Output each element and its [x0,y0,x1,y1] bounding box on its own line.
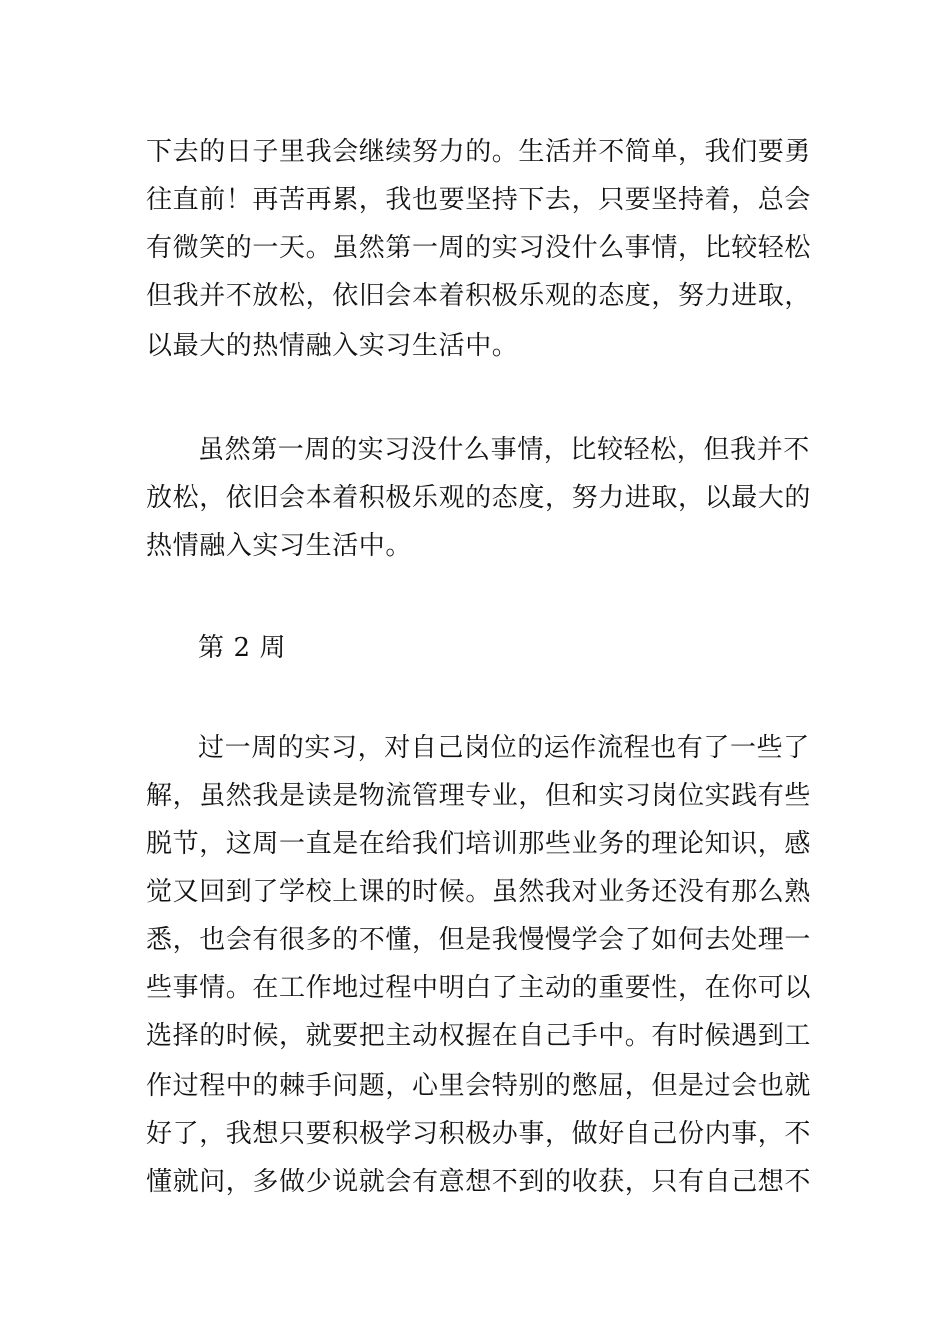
section-heading: 第 2 周 [198,633,287,663]
paragraph-3-line-4: 觉又回到了学校上课的时候。虽然我对业务还没有那么熟 [146,877,812,907]
paragraph-3-line-7: 选择的时候，就要把主动权握在自己手中。有时候遇到工 [146,1021,812,1051]
paragraph-3-line-6: 些事情。在工作地过程中明白了主动的重要性，在你可以 [146,973,812,1003]
paragraph-1-line-2: 往直前！再苦再累，我也要坚持下去，只要坚持着，总会 [146,185,812,215]
paragraph-3-line-2: 解，虽然我是读是物流管理专业，但和实习岗位实践有些 [146,781,812,811]
paragraph-3-line-10: 懂就问，多做少说就会有意想不到的收获，只有自己想不 [146,1167,812,1197]
paragraph-2-line-1: 虽然第一周的实习没什么事情，比较轻松，但我并不 [198,435,810,465]
paragraph-3-line-1: 过一周的实习，对自己岗位的运作流程也有了一些了 [198,733,810,763]
paragraph-1-line-4: 但我并不放松，依旧会本着积极乐观的态度，努力进取， [146,281,812,311]
paragraph-2-line-3: 热情融入实习生活中。 [146,531,413,561]
paragraph-3-line-5: 悉，也会有很多的不懂，但是我慢慢学会了如何去处理一 [146,925,812,955]
paragraph-1-line-3: 有微笑的一天。虽然第一周的实习没什么事情，比较轻松 [146,233,812,263]
paragraph-3-line-9: 好了，我想只要积极学习积极办事，做好自己份内事，不 [146,1119,812,1149]
paragraph-1-line-1: 下去的日子里我会继续努力的。生活并不简单，我们要勇 [146,137,812,167]
paragraph-3-line-3: 脱节，这周一直是在给我们培训那些业务的理论知识，感 [146,829,812,859]
paragraph-2-line-2: 放松，依旧会本着积极乐观的态度，努力进取，以最大的 [146,483,812,513]
paragraph-3-line-8: 作过程中的棘手问题，心里会特别的憋屈，但是过会也就 [146,1071,812,1101]
paragraph-1-line-5: 以最大的热情融入实习生活中。 [146,331,519,361]
